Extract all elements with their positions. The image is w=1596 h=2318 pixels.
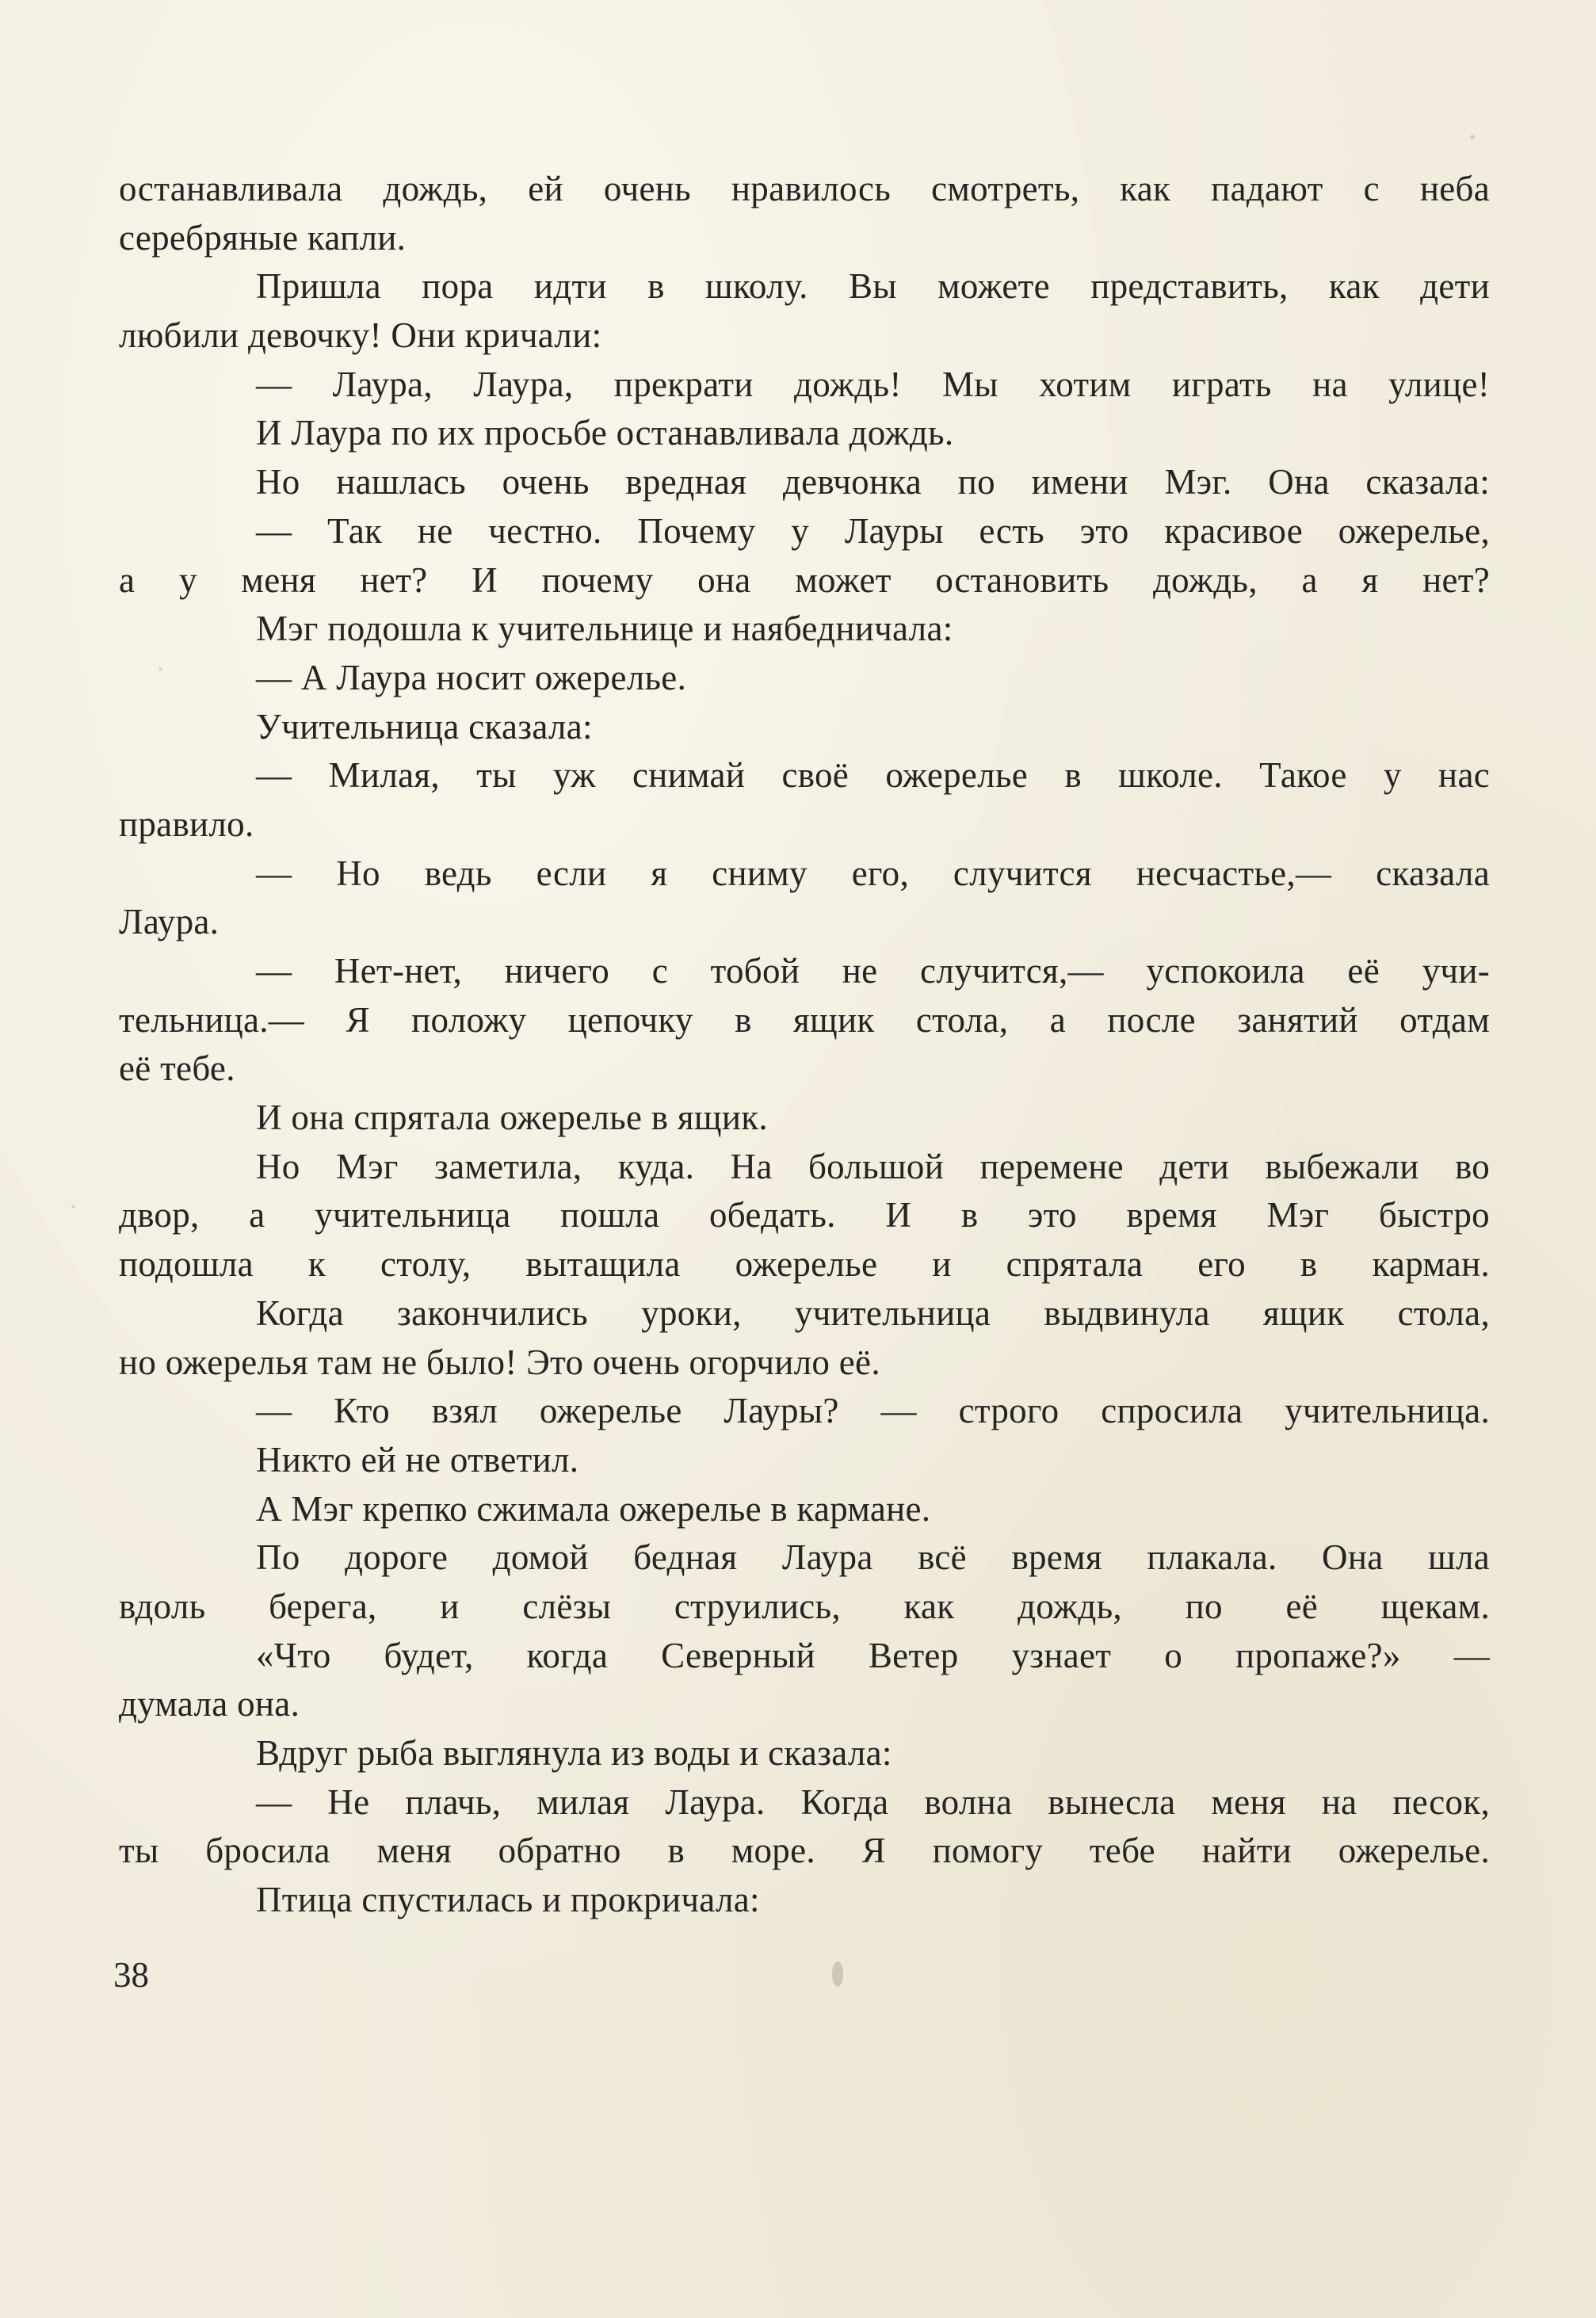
text-line: её тебе.	[119, 1048, 235, 1089]
text-line: двор, а учительница пошла обедать. И в это время Мэг быстро	[119, 1195, 1490, 1235]
page-number: 38	[113, 1955, 149, 1995]
text-line: — Лаура, Лаура, прекрати дождь! Мы хотим играть на улице!	[256, 364, 1490, 404]
text-line: Пришла пора идти в школу. Вы можете представить, как дети	[256, 266, 1490, 307]
text-line: А Мэг крепко сжимала ожерелье в кармане.	[256, 1488, 931, 1529]
text-line: — Не плачь, милая Лаура. Когда волна вынесла меня на песок,	[256, 1781, 1490, 1822]
text-line: — Но ведь если я сниму его, случится несчастье,— сказала	[256, 853, 1490, 893]
paper-speck	[1442, 198, 1445, 201]
text-line: И она спрятала ожерелье в ящик.	[256, 1098, 768, 1138]
text-line: Лаура.	[119, 902, 220, 942]
paper-speck	[832, 1961, 843, 1987]
text-line: вдоль берега, и слёзы струились, как дождь, по её щекам.	[119, 1586, 1490, 1626]
paper-speck	[71, 1205, 75, 1209]
text-line: подошла к столу, вытащила ожерелье и спрятала его в карман.	[119, 1244, 1490, 1285]
text-line: — Нет-нет, ничего с тобой не случится,— успокоила её учи-	[256, 951, 1490, 991]
text-line: но ожерелья там не было! Это очень огорчило её.	[119, 1342, 880, 1382]
text-line: И Лаура по их просьбе останавливала дождь.	[256, 413, 954, 453]
text-line: Но Мэг заметила, куда. На большой перемене дети выбежали во	[256, 1146, 1490, 1186]
body-text	[119, 165, 1490, 1925]
text-line: Учительница сказала:	[256, 706, 593, 747]
text-line: По дороге домой бедная Лаура всё время плакала. Она шла	[256, 1537, 1490, 1578]
text-line: останавливала дождь, ей очень нравилось смотреть, как падают с неба	[119, 169, 1490, 208]
paper-speck	[158, 667, 162, 671]
text-line: серебряные капли.	[119, 217, 407, 258]
text-line: Никто ей не ответил.	[256, 1439, 579, 1480]
text-line: — Милая, ты уж снимай своё ожерелье в школе. Такое у нас	[256, 755, 1490, 796]
text-line: думала она.	[119, 1684, 300, 1724]
text-line: любили девочку! Они кричали:	[119, 315, 602, 356]
paper-speck	[1470, 135, 1475, 139]
text-line: «Что будет, когда Северный Ветер узнает о пропаже?» —	[256, 1635, 1490, 1675]
text-line: тельница.— Я положу цепочку в ящик стола, а после занятий отдам	[119, 999, 1490, 1040]
text-line: Но нашлась очень вредная девчонка по имени Мэг. Она сказала:	[256, 462, 1490, 502]
text-line: — А Лаура носит ожерелье.	[256, 657, 687, 697]
text-line: — Кто взял ожерелье Лауры? — строго спросила учительница.	[256, 1391, 1490, 1431]
text-line: а у меня нет? И почему она может остановить дождь, а я нет?	[119, 559, 1490, 600]
text-line: Мэг подошла к учительнице и наябедничала:	[256, 609, 953, 649]
text-line: ты бросила меня обратно в море. Я помогу тебе найти ожерелье.	[119, 1831, 1490, 1871]
text-line: Вдруг рыба выглянула из воды и сказала:	[256, 1733, 892, 1773]
text-line: — Так не честно. Почему у Лауры есть это красивое ожерелье,	[256, 510, 1490, 551]
text-line: правило.	[119, 804, 254, 844]
text-line: Птица спустилась и прокричала:	[256, 1880, 760, 1920]
text-line: Когда закончились уроки, учительница выдвинула ящик стола,	[256, 1293, 1490, 1333]
